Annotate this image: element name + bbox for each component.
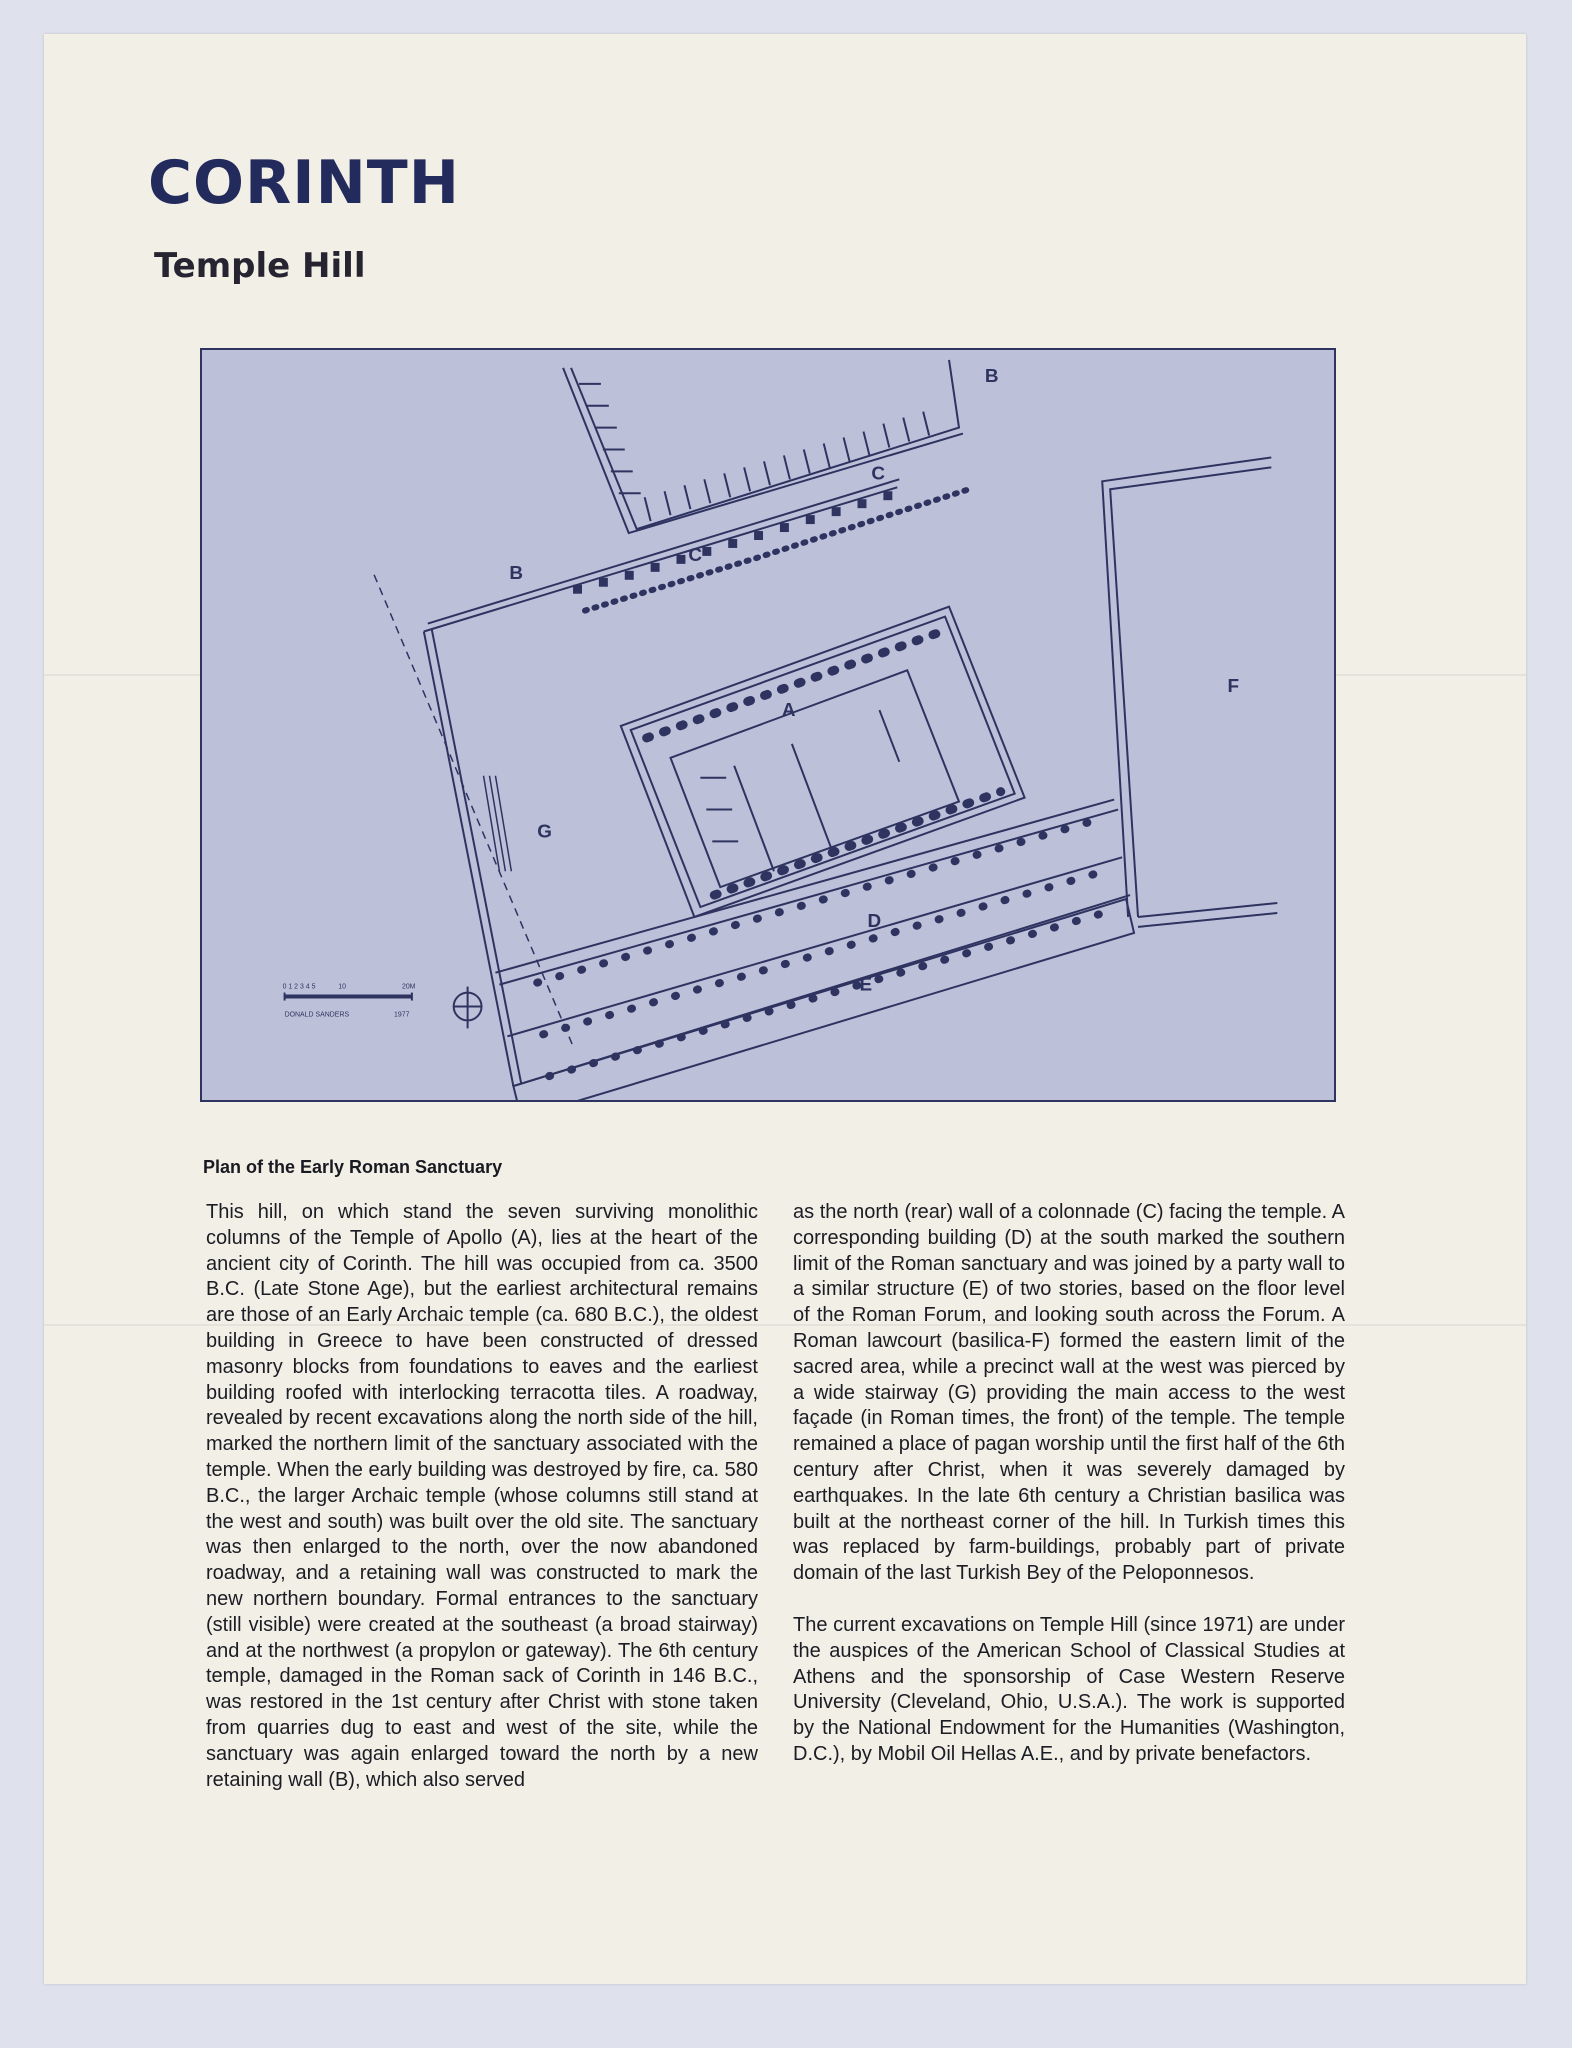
plan-label-b-west: B (509, 562, 524, 584)
plan-caption: Plan of the Early Roman Sanctuary (203, 1157, 503, 1177)
plan-label-c-west: C (688, 544, 703, 566)
plan-label-g: G (537, 821, 552, 843)
body-paragraph-right-1: as the north (rear) wall of a colonnade (C) facing the temple. A corresponding building (D) at the south marked the southern limit of the Roman sanctuary and was joined by a party wall to a similar structure (E) of two stories, based on the floor level of the Roman Forum, and looking south across the Forum. A Roman lawcourt (basilica-F) formed the eastern limit of the sacred area, while a precinct wall at the west was pierced by a wide stairway (G) providing the main access to the west façade (in Roman times, the front) of the temple. The temple remained a place of pagan worship until the first half of the 6th century after Christ, when it was severely damaged by earthquakes. In the late 6th century a Christian basilica was built at the northeast corner of the hill. In Turkish times this was replaced by farm-buildings, probably part of private domain of the last Turkish Bey of the Peloponnesos. (793, 1201, 1345, 1585)
plan-credit: DONALD SANDERS (284, 1011, 350, 1019)
page-subtitle: Temple Hill (154, 246, 366, 286)
plan-scale-end: 20M (401, 983, 416, 991)
plan-label-e: E (859, 974, 873, 996)
body-paragraph-left: This hill, on which stand the seven surviving monolithic columns of the Temple of Apollo (A), lies at the heart of the ancient city of Corinth. The hill was occupied from ca. 3500 B.C. (Late Stone Age), but the earliest architectural remains are those of an Early Archaic temple (ca. 680 B.C.), the oldest building in Greece to have been constructed of dressed masonry blocks from foundations to eaves and the earliest building roofed with interlocking terracotta tiles. A roadway, revealed by recent excavations along the north side of the hill, marked the northern limit of the sanctuary associated with the temple. When the early building was destroyed by fire, ca. 580 B.C., the larger Archaic temple (whose columns still stand at the west and south) was built over the old site. The sanctuary was then enlarged to the north, over the now abandoned roadway, and a retaining wall was constructed to mark the new northern boundary. Formal entrances to the sanctuary (still visible) were created at the southeast (a broad stairway) and at the northwest (a propylon or gateway). The 6th century temple, damaged in the Roman sack of Corinth in 146 B.C., was restored in the 1st century after Christ with stone taken from quarries dug to east and west of the site, while the sanctuary was again enlarged toward the north by a new retaining wall (B), which also served (206, 1201, 758, 1791)
plan-label-a: A (781, 700, 796, 722)
plan-scale-numbers: 0 1 2 3 4 5 (282, 983, 316, 991)
right-column (793, 1200, 1345, 1794)
page-title: CORINTH (148, 148, 460, 218)
plan-scale-mid: 10 (338, 983, 347, 991)
plan-label-c-east: C (871, 463, 886, 485)
plan-year: 1977 (393, 1011, 410, 1019)
body-paragraph-right-2: The current excavations on Temple Hill (since 1971) are under the auspices of the American School of Classical Studies at Athens and the sponsorship of Case Western Reserve University (Cleveland, Ohio, U.S.A.). The work is supported by the National Endowment for the Humanities (Washington, D.C.), by Mobil Oil Hellas A.E., and by private benefactors. (793, 1613, 1345, 1765)
plan-label-b-north: B (984, 365, 999, 387)
plan-label-d: D (867, 910, 882, 932)
plan-drawing (202, 350, 1334, 1100)
sanctuary-plan (200, 348, 1336, 1102)
plan-label-f: F (1227, 676, 1240, 698)
left-column (206, 1200, 758, 1819)
